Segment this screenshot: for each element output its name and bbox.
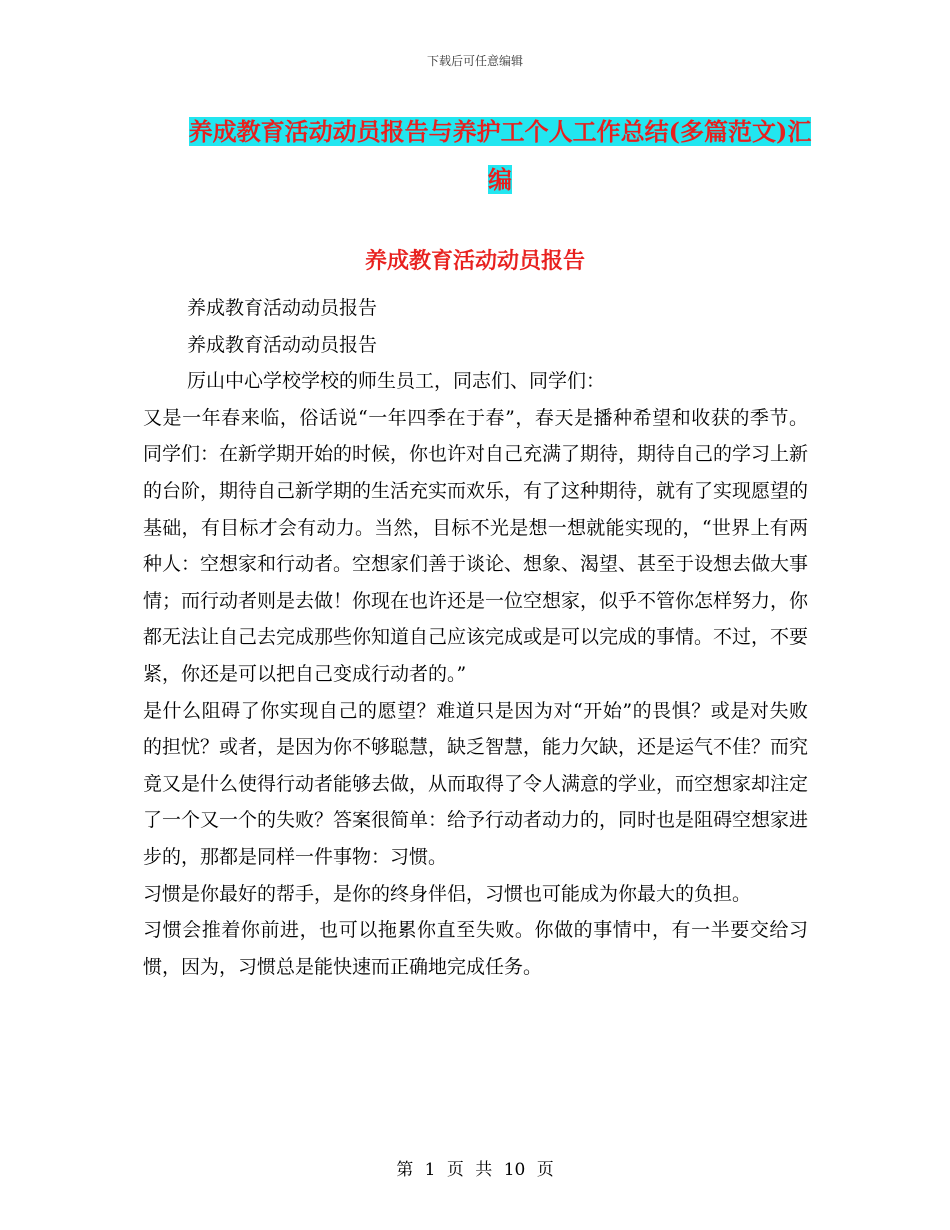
paragraph-subtitle-1: 养成教育活动动员报告 — [187, 297, 378, 319]
paragraph-subtitle-2: 养成教育活动动员报告 — [187, 333, 378, 356]
paragraph-salutation: 厉山中心学校学校的师生员工，同志们、同学们： — [187, 370, 606, 393]
document-title-text: 养成教育活动动员报告与养护工个人工作总结(多篇范文)汇编 — [188, 117, 812, 194]
body-text — [143, 290, 808, 985]
header-note: 下载后可任意编辑 — [426, 54, 523, 68]
paragraph: 是什么阻碍了你实现自己的愿望？难道只是因为对“开始”的畏惧？或是对失败的担忧？或者，是因为你不够聪慧，缺乏智慧，能力欠缺，还是运气不佳？而究竟又是什么使得行动者能够去做，从而取得了令人满意的学业，而空想家却注定了一个又一个的失败？答案很简单：给予行动者动力的，同时也是阻碍空想家进步的，那都是同样一件事物：习惯。 — [143, 699, 809, 868]
section-title: 养成教育活动动员报告 — [364, 248, 585, 274]
paragraph: 习惯是你最好的帮手，是你的终身伴侣，习惯也可能成为你最大的负担。 — [143, 882, 752, 905]
document-title — [185, 108, 815, 204]
paragraph: 习惯会推着你前进，也可以拖累你直至失败。你做的事情中，有一半要交给习惯，因为，习惯总是能快速而正确地完成任务。 — [143, 919, 808, 978]
paragraph: 又是一年春来临，俗话说“一年四季在于春”，春天是播种希望和收获的季节。同学们：在新学期开始的时候，你也许对自己充满了期待，期待自己的学习上新的台阶，期待自己新学期的生活充实而欢乐，有了这种期待，就有了实现愿望的基础，有目标才会有动力。当然，目标不光是想一想就能实现的，“世界上有两种人：空想家和行动者。空想家们善于谈论、想象、渴望、甚至于设想去做大事情；而行动者则是去做！你现在也许还是一位空想家，似乎不管你怎样努力，你都无法让自己去完成那些你知道自己应该完成或是可以完成的事情。不过，不要紧，你还是可以把自己变成行动者的。” — [143, 406, 809, 685]
page-footer: 第 1 页 共 10 页 — [396, 1160, 554, 1180]
